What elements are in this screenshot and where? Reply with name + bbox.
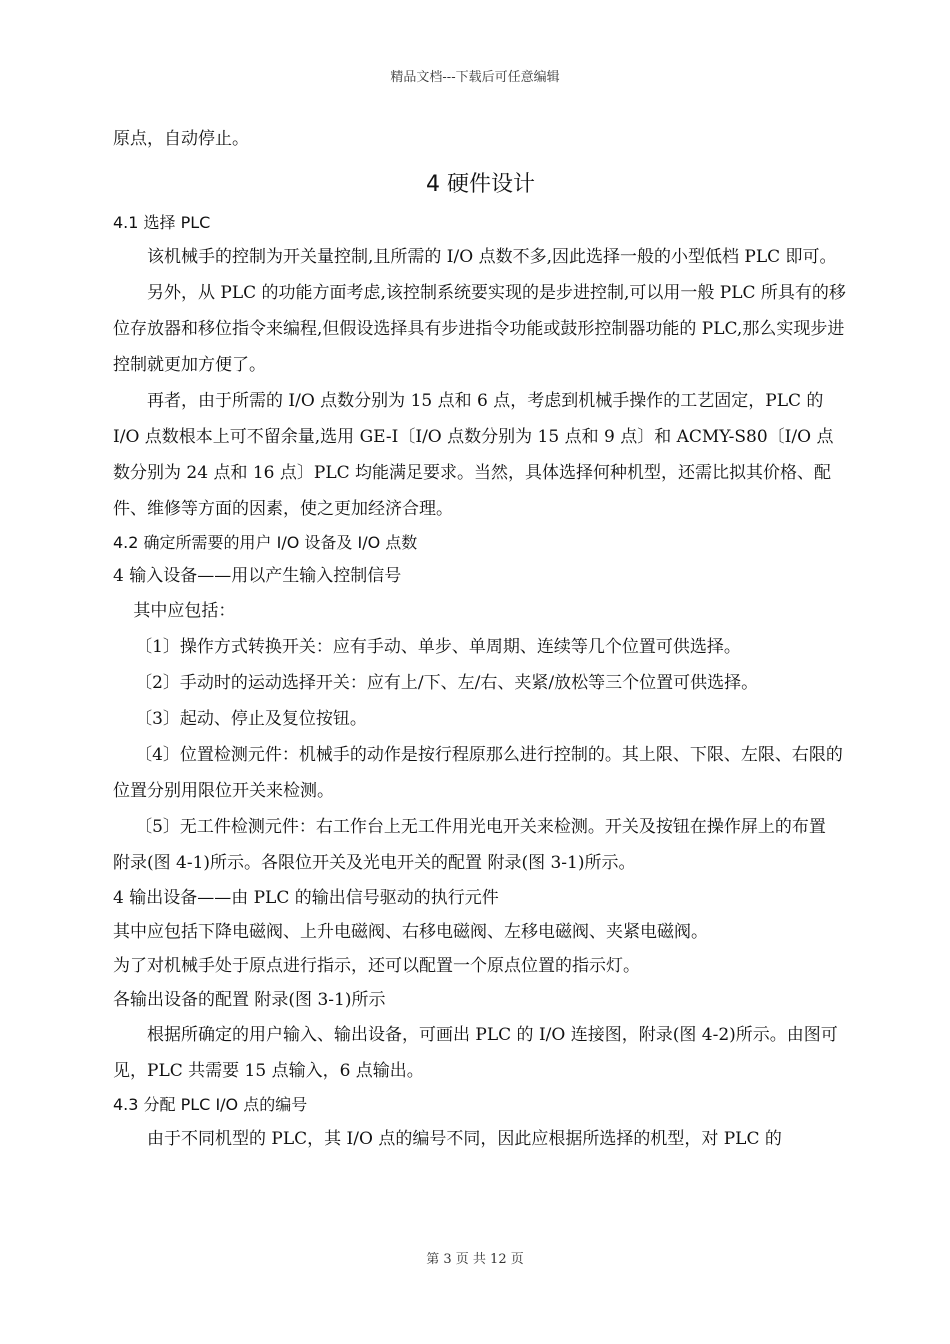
paragraph-continuation: 原点，自动停止。 xyxy=(113,129,249,149)
paragraph: 再者，由于所需的 I/O 点数分别为 15 点和 6 点，考虑到机械手操作的工艺固定，PLC 的 I/O 点数根本上可不留余量,选用 GE-I〔I/O 点数分别为 15 点和 9 点〕和 ACMY-S80〔I/O 点数分别为 24 点和 16 点〕PLC 均能满足要求。当然，具体选择何种机型，还需比拟其价格、配件、维修等方面的因素，使之更加经济合理。 xyxy=(113,391,834,519)
section-heading-4-3: 4.3 分配 PLC I/O 点的编号 xyxy=(113,1095,308,1114)
paragraph: 另外，从 PLC 的功能方面考虑,该控制系统要实现的是步进控制,可以用一般 PLC 所具有的移位存放器和移位指令来编程,但假设选择具有步进指令功能或鼓形控制器功能的 PLC,那么实现步进控制就更加方便了。 xyxy=(113,283,846,375)
output-devices-line: 为了对机械手处于原点进行指示，还可以配置一个原点位置的指示灯。 xyxy=(113,956,640,976)
paragraph: 该机械手的控制为开关量控制,且所需的 I/O 点数不多,因此选择一般的小型低档 PLC 即可。 xyxy=(147,247,837,267)
output-devices-line: 各输出设备的配置 附录(图 3-1)所示 xyxy=(113,990,386,1010)
section-heading-4-1: 4.1 选择 PLC xyxy=(113,213,211,232)
paragraph: 根据所确定的用户输入、输出设备，可画出 PLC 的 I/O 连接图，附录(图 4-2)所示。由图可见，PLC 共需要 15 点输入，6 点输出。 xyxy=(113,1025,838,1081)
page-header: 精品文档---下载后可任意编辑 xyxy=(390,70,560,85)
page-footer: 第 3 页 共 12 页 xyxy=(426,1252,524,1267)
list-item: 〔4〕位置检测元件：机械手的动作是按行程原那么进行控制的。其上限、下限、左限、右限的位置分别用限位开关来检测。 xyxy=(113,745,843,801)
list-item: 〔2〕手动时的运动选择开关：应有上/下、左/右、夹紧/放松等三个位置可供选择。 xyxy=(135,673,759,693)
paragraph: 由于不同机型的 PLC，其 I/O 点的编号不同，因此应根据所选择的机型，对 PLC 的 xyxy=(147,1129,782,1149)
list-item: 〔3〕起动、停止及复位按钮。 xyxy=(135,709,367,729)
chapter-title: 4 硬件设计 xyxy=(426,172,535,197)
list-item: 〔1〕操作方式转换开关：应有手动、单步、单周期、连续等几个位置可供选择。 xyxy=(135,637,741,657)
section-heading-4-2: 4.2 确定所需要的用户 I/O 设备及 I/O 点数 xyxy=(113,533,418,552)
output-devices-line: 其中应包括下降电磁阀、上升电磁阀、右移电磁阀、左移电磁阀、夹紧电磁阀。 xyxy=(113,922,708,942)
input-devices-heading: 4 输入设备——用以产生输入控制信号 xyxy=(113,566,402,586)
list-item: 〔5〕无工件检测元件：右工作台上无工件用光电开关来检测。开关及按钮在操作屏上的布置 附录(图 4-1)所示。各限位开关及光电开关的配置 附录(图 3-1)所示。 xyxy=(113,817,826,873)
document-body xyxy=(113,121,848,1157)
input-devices-intro: 其中应包括： xyxy=(133,601,236,621)
output-devices-heading: 4 输出设备——由 PLC 的输出信号驱动的执行元件 xyxy=(113,888,499,908)
